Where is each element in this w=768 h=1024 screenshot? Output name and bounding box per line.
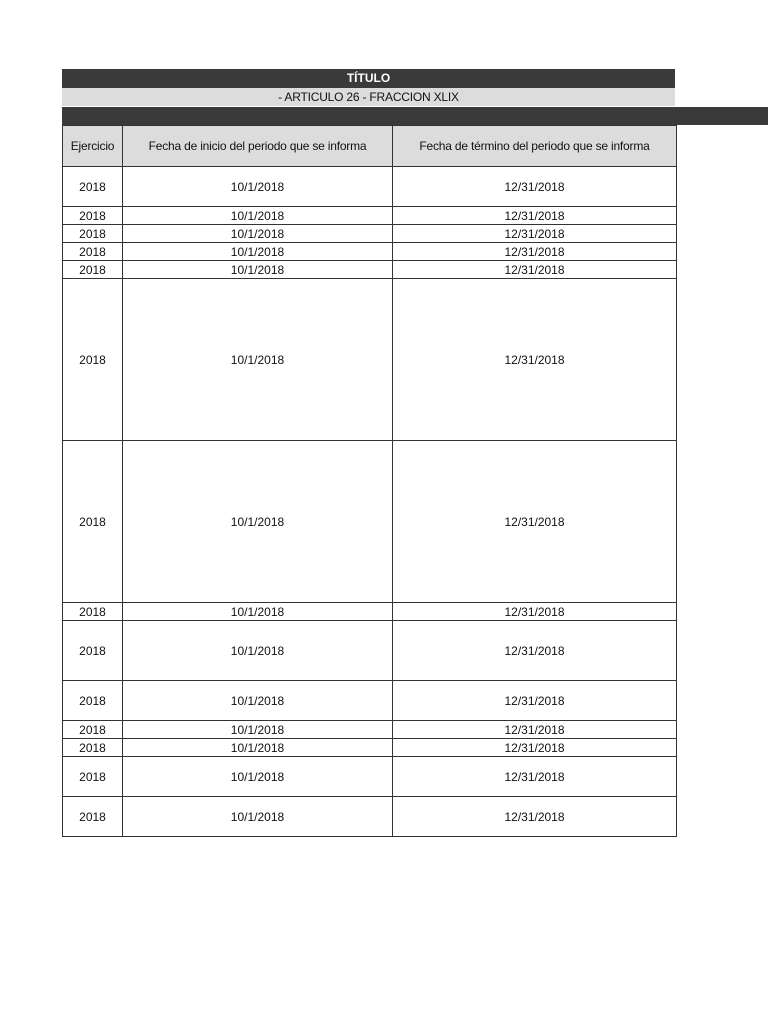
- cell-fecha-termino: 12/31/2018: [393, 243, 677, 261]
- cell-fecha-inicio: 10/1/2018: [123, 681, 393, 721]
- cell-ejercicio: 2018: [63, 797, 123, 837]
- table-row: [63, 739, 677, 757]
- table-row: [63, 279, 677, 441]
- cell-fecha-inicio: 10/1/2018: [123, 261, 393, 279]
- cell-fecha-inicio: 10/1/2018: [123, 621, 393, 681]
- cell-ejercicio: 2018: [63, 279, 123, 441]
- periods-table: [62, 125, 677, 837]
- cell-fecha-termino: 12/31/2018: [393, 279, 677, 441]
- table-row: [63, 721, 677, 739]
- table-row: [63, 225, 677, 243]
- cell-fecha-termino: 12/31/2018: [393, 721, 677, 739]
- document-subtitle: - ARTICULO 26 - FRACCION XLIX: [62, 88, 675, 106]
- cell-fecha-termino: 12/31/2018: [393, 167, 677, 207]
- cell-fecha-inicio: 10/1/2018: [123, 441, 393, 603]
- cell-fecha-inicio: 10/1/2018: [123, 243, 393, 261]
- cell-ejercicio: 2018: [63, 621, 123, 681]
- cell-fecha-termino: 12/31/2018: [393, 207, 677, 225]
- table-row: [63, 261, 677, 279]
- cell-fecha-termino: 12/31/2018: [393, 797, 677, 837]
- table-row: [63, 757, 677, 797]
- cell-ejercicio: 2018: [63, 441, 123, 603]
- table-row: [63, 441, 677, 603]
- table-row: [63, 681, 677, 721]
- cell-ejercicio: 2018: [63, 681, 123, 721]
- cell-fecha-termino: 12/31/2018: [393, 441, 677, 603]
- cell-ejercicio: 2018: [63, 757, 123, 797]
- cell-ejercicio: 2018: [63, 225, 123, 243]
- cell-fecha-termino: 12/31/2018: [393, 757, 677, 797]
- column-header-ejercicio: Ejercicio: [63, 126, 123, 167]
- cell-fecha-inicio: 10/1/2018: [123, 757, 393, 797]
- cell-fecha-inicio: 10/1/2018: [123, 279, 393, 441]
- cell-fecha-inicio: 10/1/2018: [123, 207, 393, 225]
- cell-ejercicio: 2018: [63, 261, 123, 279]
- header-divider-band: [62, 107, 768, 125]
- cell-ejercicio: 2018: [63, 243, 123, 261]
- table-body: [63, 167, 677, 837]
- cell-fecha-termino: 12/31/2018: [393, 739, 677, 757]
- cell-ejercicio: 2018: [63, 603, 123, 621]
- table-row: [63, 603, 677, 621]
- cell-ejercicio: 2018: [63, 739, 123, 757]
- cell-ejercicio: 2018: [63, 721, 123, 739]
- cell-fecha-termino: 12/31/2018: [393, 621, 677, 681]
- cell-fecha-termino: 12/31/2018: [393, 261, 677, 279]
- cell-fecha-termino: 12/31/2018: [393, 681, 677, 721]
- table-row: [63, 621, 677, 681]
- cell-ejercicio: 2018: [63, 167, 123, 207]
- cell-fecha-inicio: 10/1/2018: [123, 739, 393, 757]
- cell-fecha-termino: 12/31/2018: [393, 603, 677, 621]
- column-header-fecha-termino: Fecha de término del periodo que se informa: [393, 126, 677, 167]
- cell-fecha-termino: 12/31/2018: [393, 225, 677, 243]
- table-row: [63, 167, 677, 207]
- cell-ejercicio: 2018: [63, 207, 123, 225]
- table-header-row: [63, 126, 677, 167]
- table-row: [63, 797, 677, 837]
- cell-fecha-inicio: 10/1/2018: [123, 721, 393, 739]
- cell-fecha-inicio: 10/1/2018: [123, 225, 393, 243]
- document-title: TÍTULO: [62, 69, 675, 88]
- table-row: [63, 243, 677, 261]
- column-header-fecha-inicio: Fecha de inicio del periodo que se informa: [123, 126, 393, 167]
- table-row: [63, 207, 677, 225]
- cell-fecha-inicio: 10/1/2018: [123, 797, 393, 837]
- cell-fecha-inicio: 10/1/2018: [123, 603, 393, 621]
- cell-fecha-inicio: 10/1/2018: [123, 167, 393, 207]
